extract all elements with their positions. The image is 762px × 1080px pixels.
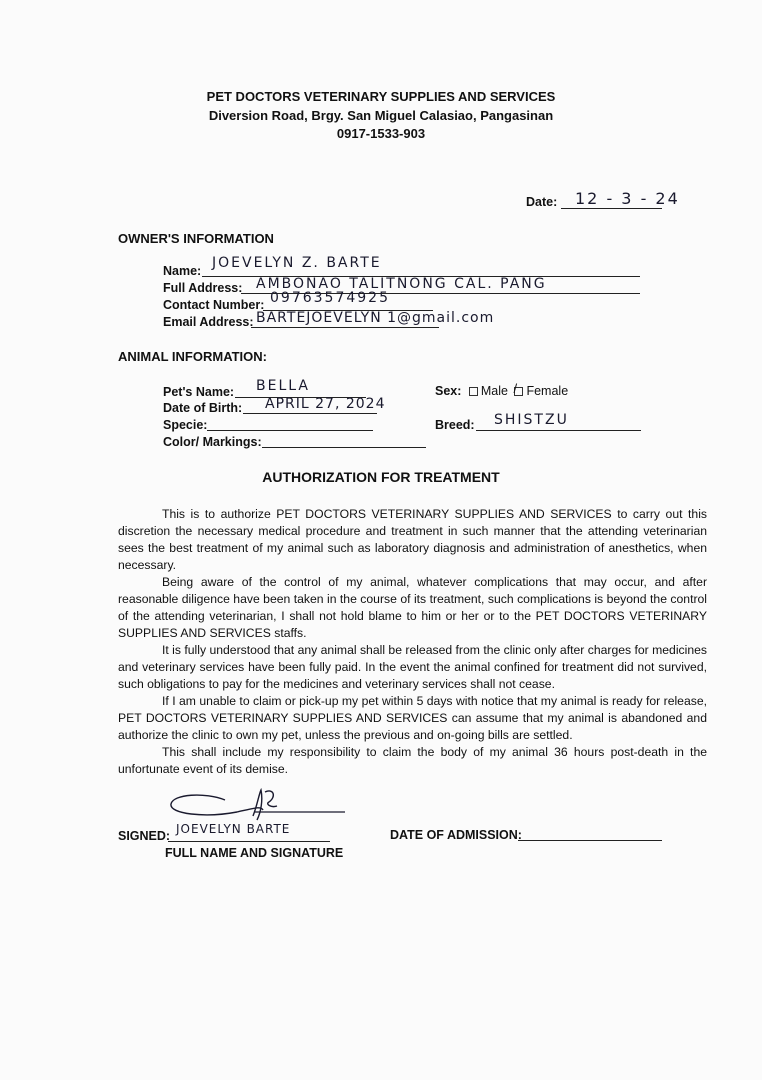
animal-section-title: ANIMAL INFORMATION: [118,349,267,364]
company-phone: 0917-1533-903 [336,126,426,141]
female-checkbox[interactable] [513,381,523,397]
specie-line [207,430,373,431]
dob-value: APRIL 27, 2024 [265,396,386,412]
signed-name-value: JOEVELYN BARTE [176,822,291,836]
email-line [251,327,439,328]
signed-label: SIGNED: [118,829,171,843]
dob-line [243,413,377,414]
date-label: Date: [526,195,558,209]
authorization-paragraph: This is to authorize PET DOCTORS VETERINARY SUPPLIES AND SERVICES to carry out this discretion the necessary medical procedure and treatment in such manner that the attending veterinarian sees the best treatment of my animal such as laboratory diagnosis and administration of anesthetics, when necessary. [118,507,707,572]
admission-date-label: DATE OF ADMISSION: [390,828,522,842]
female-option-label: Female [526,384,569,398]
signature-line [168,841,330,842]
owner-address-value: AMBONAO TALITNONG CAL. PANG [256,276,547,292]
color-line [262,447,426,448]
company-name: PET DOCTORS VETERINARY SUPPLIES AND SERVICES [206,89,556,104]
date-value: 12 - 3 - 24 [575,189,680,208]
breed-label: Breed: [435,418,475,432]
company-address: Diversion Road, Brgy. San Miguel Calasiao, Pangasinan [208,108,554,123]
admission-date-line [518,840,662,841]
owner-name-value: JOEVELYN Z. BARTE [212,255,382,271]
address-label: Full Address: [163,281,243,295]
breed-line [476,430,641,431]
owner-section-title: OWNER'S INFORMATION [118,231,274,246]
check-mark-icon: / [513,381,518,397]
male-checkbox[interactable] [469,387,478,396]
male-option-label: Male [480,384,508,398]
email-label: Email Address: [163,315,254,329]
owner-contact-value: 09763574925 [270,290,390,306]
breed-value: SHISTZU [494,412,569,428]
authorization-paragraph: If I am unable to claim or pick-up my pet within 5 days with notice that my animal is ready for release, PET DOCTORS VETERINARY SUPPLIES AND SERVICES can assume that my animal is abandoned and authorize the clinic to own my pet, unless the previous and on-going bills are settled. [118,694,707,742]
authorization-paragraph: This shall include my responsibility to claim the body of my animal 36 hours post-death in the unfortunate event of its demise. [118,745,707,776]
contact-label: Contact Number: [163,298,265,312]
owner-email-value: BARTEJOEVELYN 1@gmail.com [256,310,495,326]
authorization-title: AUTHORIZATION FOR TREATMENT [262,469,500,485]
sex-label: Sex: [435,384,462,398]
authorization-body [118,506,707,778]
signature-caption: FULL NAME AND SIGNATURE [165,846,344,860]
date-line [561,208,662,209]
authorization-paragraph: Being aware of the control of my animal, whatever complications that may occur, and after reasonable diligence have been taken in the course of its treatment, such complications is beyond the control of the attending veterinarian, I shall not hold blame to him or her or to the PET DOCTORS VETERINARY SUPPLIES AND SERVICES staffs. [118,575,707,640]
name-label: Name: [163,264,202,278]
sex-field [435,381,569,398]
pet-name-label: Pet's Name: [163,385,235,399]
dob-label: Date of Birth: [163,401,243,415]
color-label: Color/ Markings: [163,435,262,449]
authorization-paragraph: It is fully understood that any animal shall be released from the clinic only after charges for medicines and veterinary services have been fully paid. In the event the animal confined for treatment did not survived, such obligations to pay for the medicines and veterinary services shall not cease. [118,643,707,691]
specie-label: Specie: [163,418,208,432]
pet-name-value: BELLA [256,378,310,394]
